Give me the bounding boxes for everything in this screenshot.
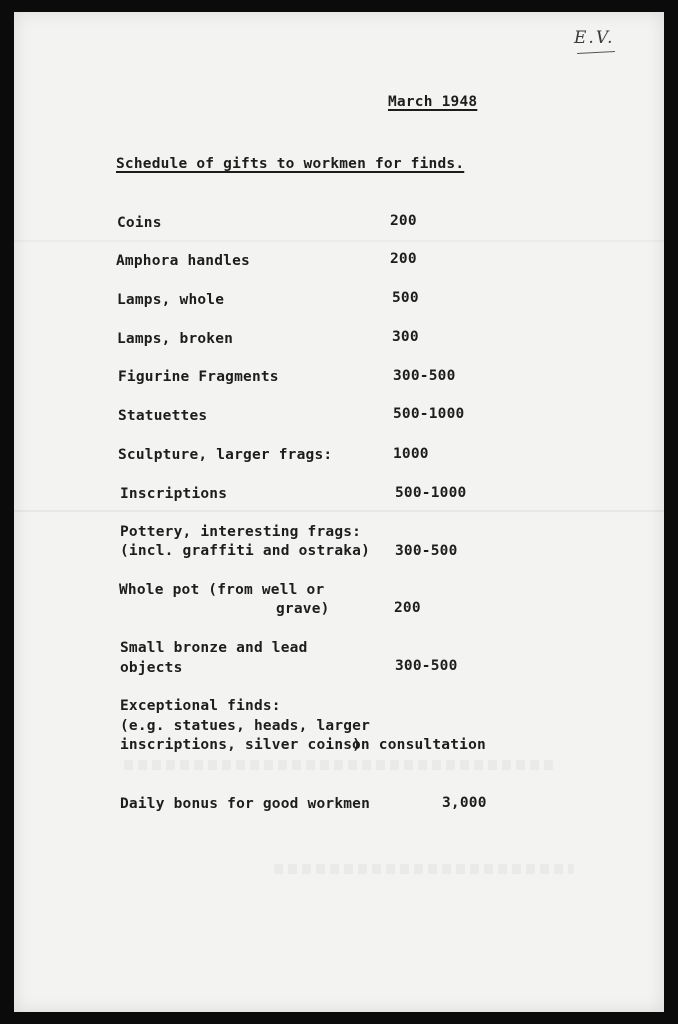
- exceptional-label-line2: (e.g. statues, heads, larger: [120, 718, 371, 734]
- item-label: Lamps, whole: [117, 292, 225, 308]
- item-value: 200: [390, 251, 417, 267]
- pottery-label-line1: Pottery, interesting frags:: [120, 524, 362, 540]
- daily-bonus-label: Daily bonus for good workmen: [120, 796, 371, 812]
- whole-pot-label-line1: Whole pot (from well or: [119, 582, 325, 598]
- item-value: 500-1000: [393, 406, 465, 422]
- item-label: Inscriptions: [120, 486, 228, 502]
- document-date: March 1948: [388, 94, 478, 110]
- handwritten-initials: E.V.: [574, 28, 615, 48]
- pottery-label-line2: (incl. graffiti and ostraka): [120, 543, 371, 559]
- item-value: 1000: [393, 446, 429, 462]
- whole-pot-value: 200: [394, 600, 421, 616]
- item-label: Statuettes: [118, 408, 208, 424]
- small-bronze-value: 300-500: [395, 658, 458, 674]
- whole-pot-label-line2: grave): [276, 601, 330, 617]
- item-value: 300: [392, 329, 419, 345]
- item-value: 200: [390, 213, 417, 229]
- item-label: Coins: [117, 215, 162, 231]
- paper-fold-line: [14, 240, 664, 242]
- bleed-through-text: [124, 760, 554, 770]
- daily-bonus-value: 3,000: [442, 795, 487, 811]
- typed-document-page: [14, 12, 664, 1012]
- exceptional-label-line3: inscriptions, silver coins): [120, 737, 362, 753]
- item-value: 500-1000: [395, 485, 467, 501]
- pottery-value: 300-500: [395, 543, 458, 559]
- item-value: 300-500: [393, 368, 456, 384]
- item-label: Sculpture, larger frags:: [118, 447, 333, 463]
- exceptional-value: on consultation: [352, 737, 486, 753]
- item-label: Figurine Fragments: [118, 369, 279, 385]
- paper-fold-line: [14, 510, 664, 512]
- item-label: Amphora handles: [116, 253, 250, 269]
- item-label: Lamps, broken: [117, 331, 234, 347]
- document-title: Schedule of gifts to workmen for finds.: [116, 156, 465, 172]
- bleed-through-text: [274, 864, 574, 874]
- small-bronze-label-line2: objects: [120, 660, 183, 676]
- handwritten-underline: [577, 51, 615, 54]
- small-bronze-label-line1: Small bronze and lead: [120, 640, 308, 656]
- item-value: 500: [392, 290, 419, 306]
- exceptional-label-line1: Exceptional finds:: [120, 698, 281, 714]
